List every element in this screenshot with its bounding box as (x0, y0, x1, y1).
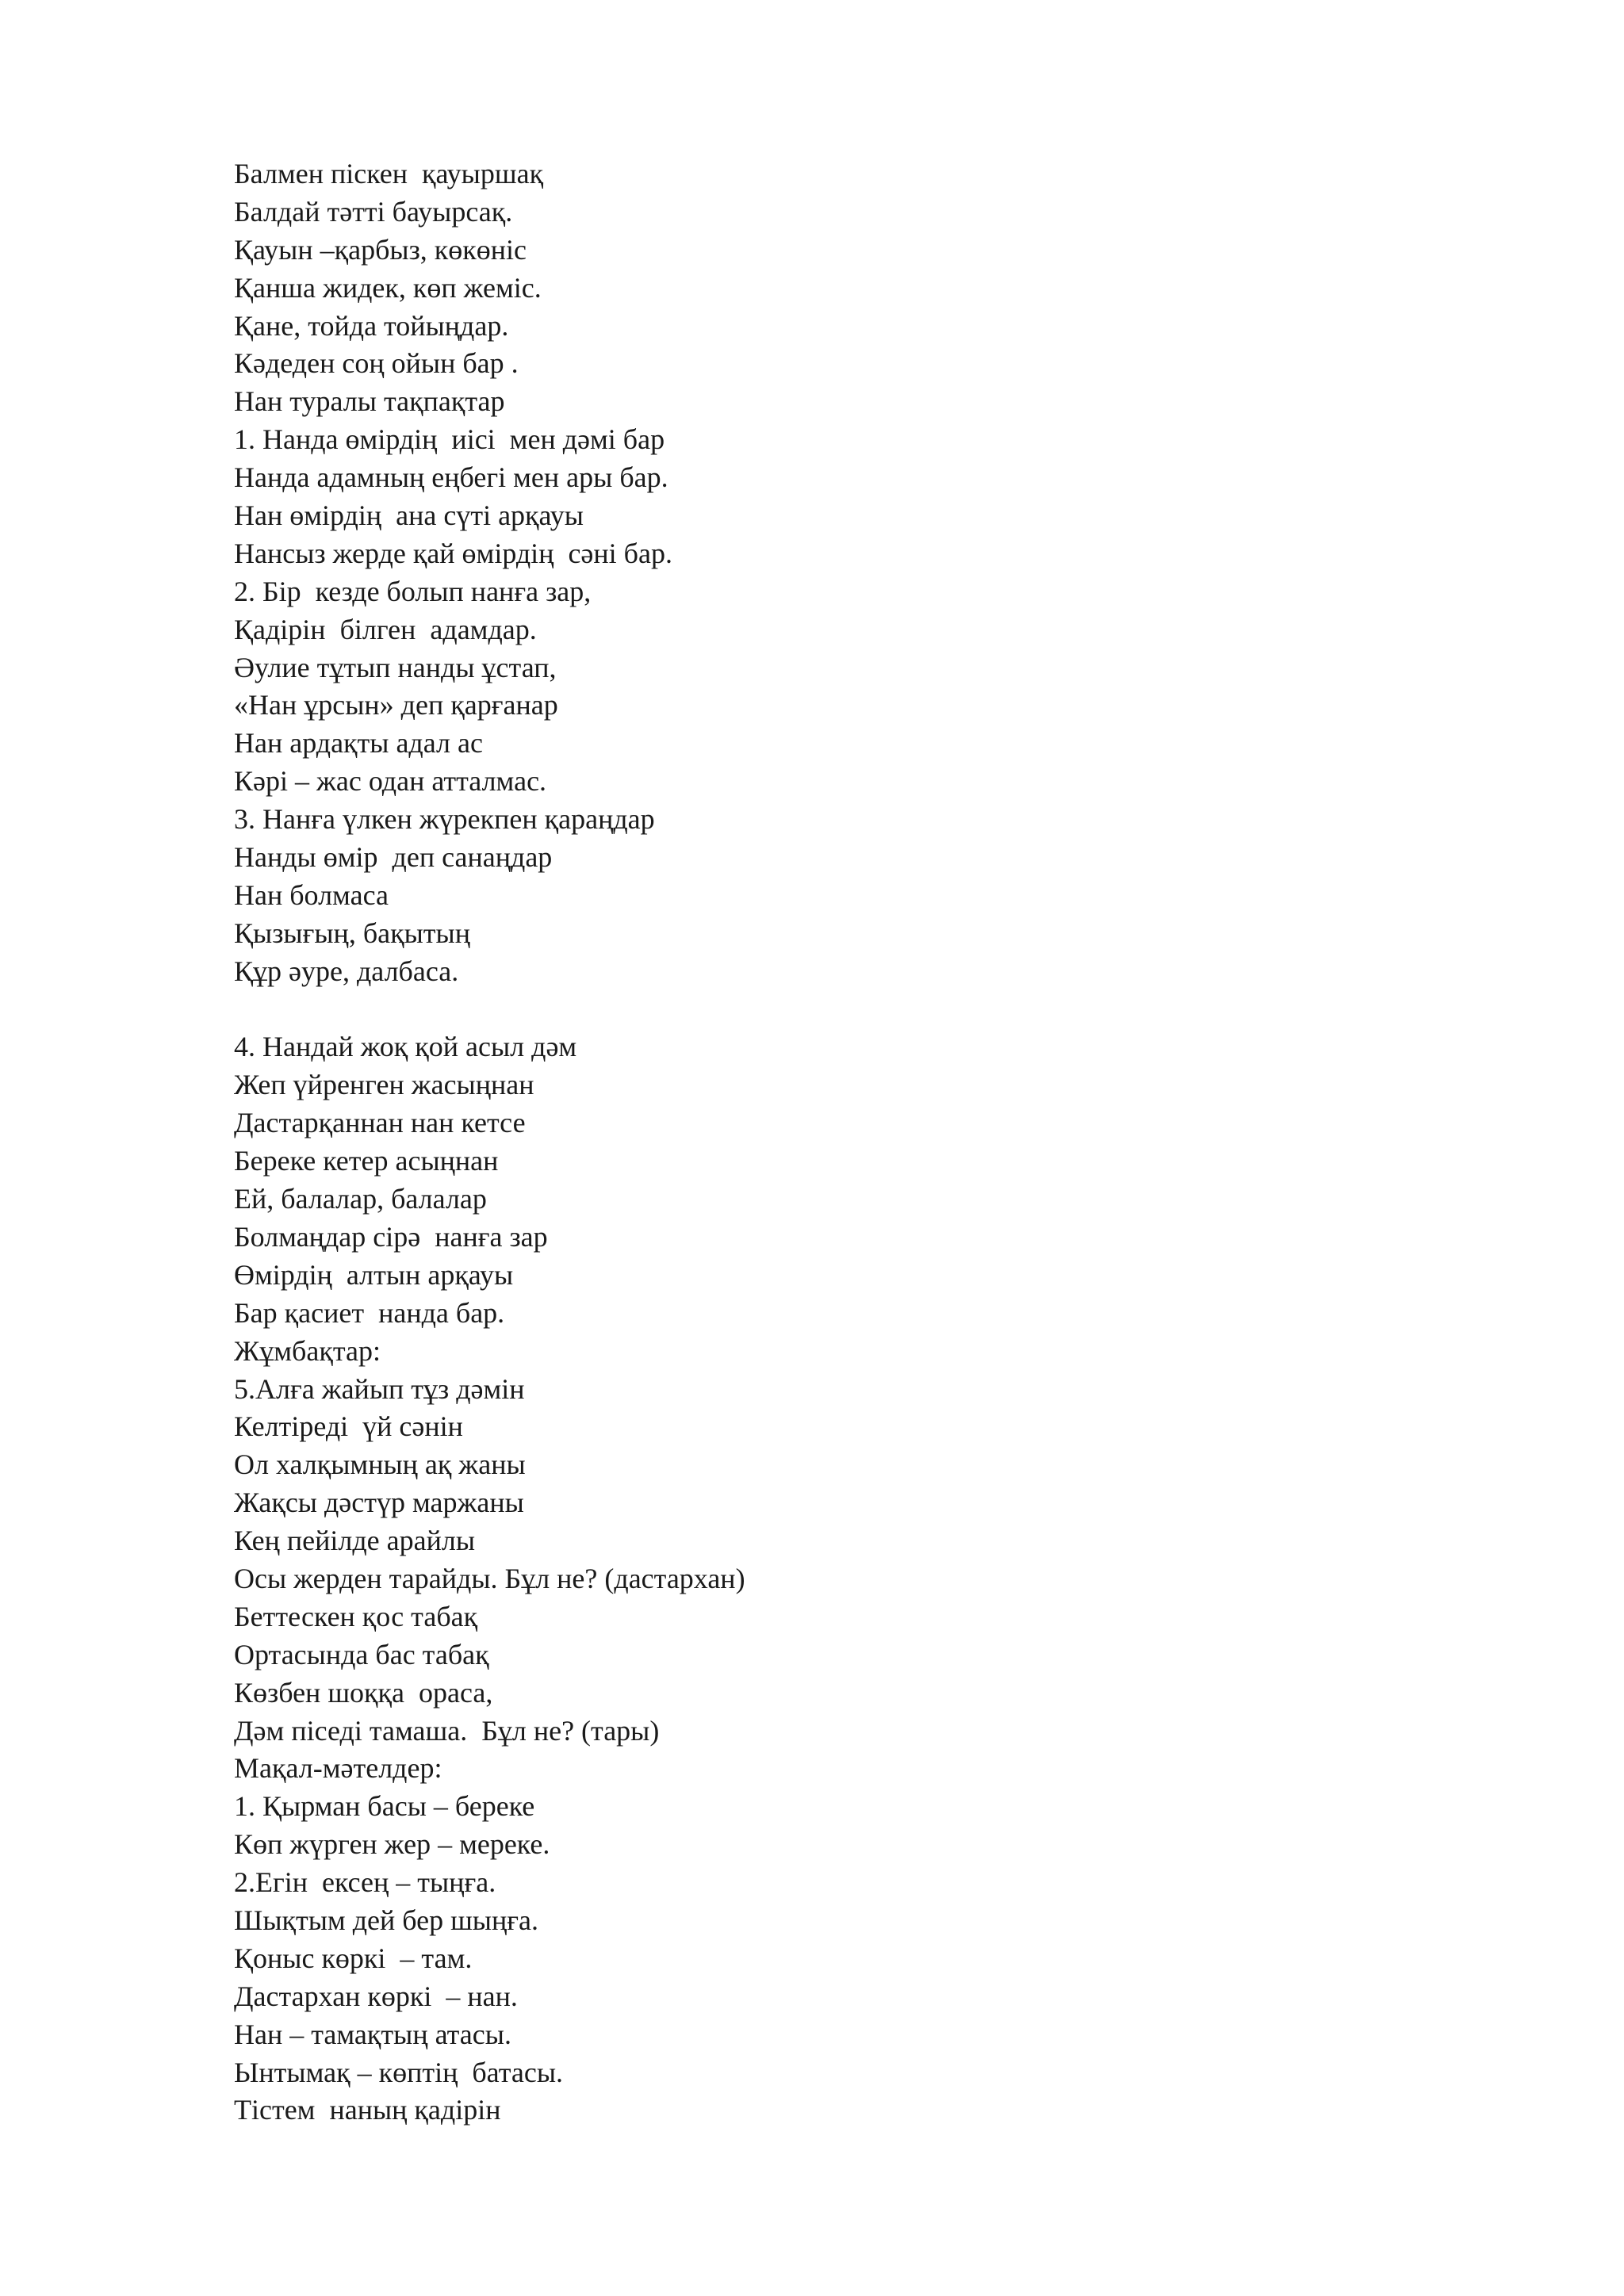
text-line: Қанша жидек, көп жеміс. (234, 271, 542, 304)
text-line: Нан өмірдің ана сүті арқауы (234, 499, 584, 532)
text-line: Жұмбақтар: (234, 1334, 381, 1367)
text-line: Дәм піседі тамаша. Бұл не? (тары) (234, 1714, 660, 1747)
text-line: 1. Нанда өмірдің иісі мен дәмі бар (234, 423, 665, 456)
text-line: Жақсы дәстүр маржаны (234, 1487, 524, 1519)
text-line: Балдай тәтті бауырсақ. (234, 195, 513, 228)
text-line: Нан ардақты адал ас (234, 727, 483, 760)
text-line: Көзбен шоққа ораса, (234, 1676, 493, 1709)
text-line: Болмаңдар сірә нанға зар (234, 1220, 548, 1253)
text-line: Келтіреді үй сәнін (234, 1410, 463, 1443)
text-line: Әулие тұтып нанды ұстап, (234, 651, 557, 683)
text-line: 2.Егін ексең – тыңға. (234, 1866, 496, 1899)
text-line: 2. Бір кезде болып нанға зар, (234, 575, 592, 607)
text-line: Мақал-мәтелдер: (234, 1752, 442, 1785)
text-line: Шықтым дей бер шыңға. (234, 1904, 538, 1936)
document-text (234, 155, 1423, 2130)
text-line: Қауын –қарбыз, көкөніс (234, 233, 527, 266)
blank-line (234, 991, 1423, 1029)
text-line: Кәрі – жас одан атталмас. (234, 765, 547, 798)
text-line: Нанды өмір деп санаңдар (234, 841, 553, 874)
text-line: Осы жерден тарайды. Бұл не? (дастархан) (234, 1562, 745, 1594)
text-line: Ынтымақ – көптің батасы. (234, 2056, 564, 2088)
text-line: Дастархан көркі – нан. (234, 1980, 518, 2012)
text-line: Береке кетер асыңнан (234, 1145, 499, 1177)
text-line: Қызығың, бақытың (234, 916, 470, 949)
text-line: 5.Алға жайып тұз дәмін (234, 1372, 525, 1405)
text-line: Құр әуре, далбаса. (234, 955, 459, 987)
text-line: Жеп үйренген жасыңнан (234, 1069, 534, 1101)
text-line: Өмірдің алтын арқауы (234, 1258, 514, 1291)
text-line: Балмен піскен қауыршақ (234, 158, 544, 189)
text-line: Нан туралы тақпақтар (234, 385, 505, 418)
text-line: Нанда адамның еңбегі мен ары бар. (234, 461, 668, 494)
text-line: Нан – тамақтың атасы. (234, 2018, 511, 2050)
text-line: Нансыз жерде қай өмірдің сәні бар. (234, 537, 672, 569)
text-line: 3. Нанға үлкен жүрекпен қараңдар (234, 803, 655, 836)
text-line: 1. Қырман басы – береке (234, 1790, 535, 1823)
text-line: 4. Нандай жоқ қой асыл дәм (234, 1031, 577, 1063)
text-line: Тістем наның қадірін (234, 2094, 501, 2126)
text-line: Қане, тойда тойыңдар. (234, 309, 509, 342)
text-line: Кәдеден соң ойын бар . (234, 347, 519, 380)
text-line: Бар қасиет нанда бар. (234, 1296, 505, 1329)
text-line: Беттескен қос табақ (234, 1600, 478, 1632)
text-line: «Нан ұрсын» деп қарғанар (234, 689, 558, 721)
text-line: Қадірін білген адамдар. (234, 613, 537, 645)
text-line: Дастарқаннан нан кетсе (234, 1107, 526, 1139)
text-line: Ортасында бас табақ (234, 1638, 489, 1670)
text-line: Қоныс көркі – там. (234, 1942, 473, 1974)
text-line: Кең пейілде арайлы (234, 1525, 476, 1557)
text-line: Ол халқымның ақ жаны (234, 1448, 526, 1481)
text-line: Көп жүрген жер – мереке. (234, 1828, 550, 1861)
text-line: Ей, балалар, балалар (234, 1183, 487, 1215)
text-line: Нан болмаса (234, 878, 389, 911)
